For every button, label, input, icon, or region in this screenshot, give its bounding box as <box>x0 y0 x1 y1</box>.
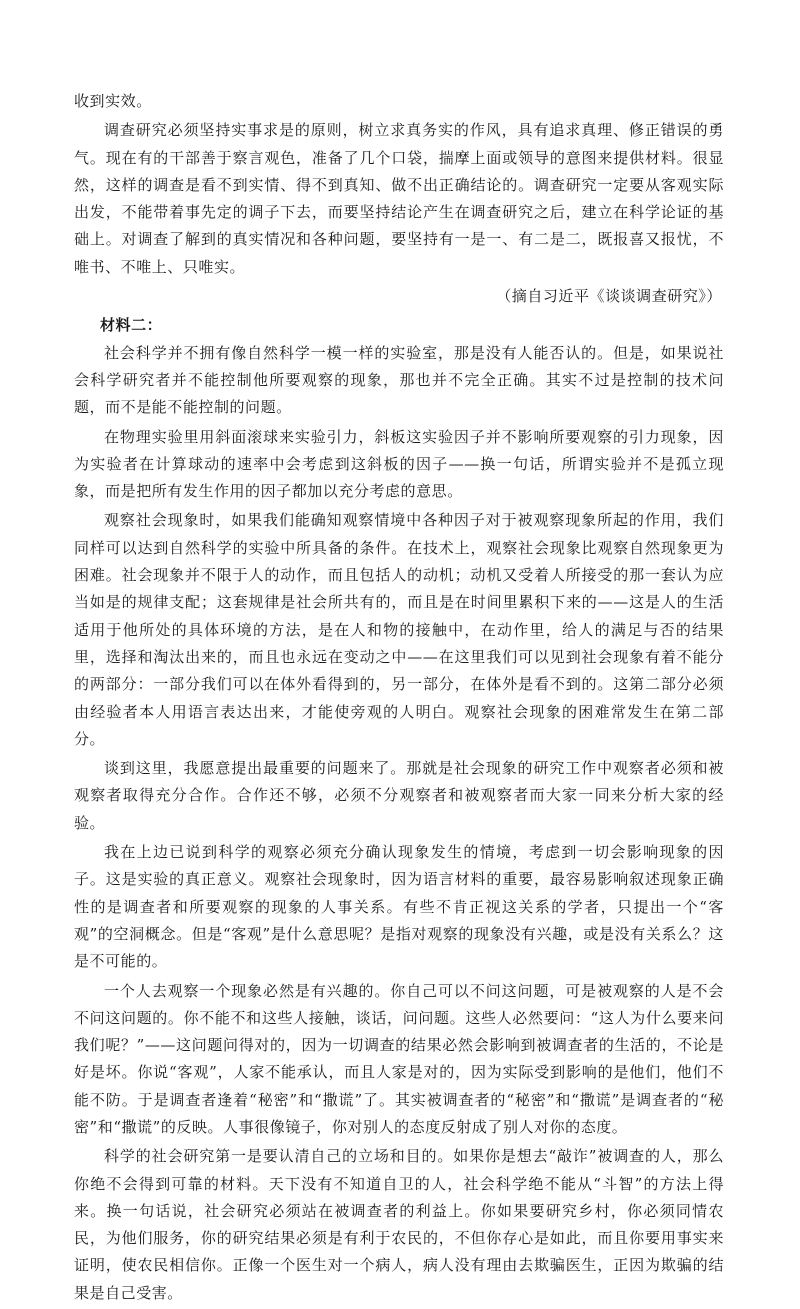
paragraph-standpoint-and-purpose: 科学的社会研究第一是要认清自己的立场和目的。如果你是想去“敲诈”被调查的人，那么你绝不会得到可靠的材料。天下没有不知道自卫的人，社会科学绝不能从“斗智”的方法上得来。换一句话说，社会研究必须站在被调查者的利益上。你如果要研究乡村，你必须同情农民，为他们服务，你的研究结果必须是有利于农民的，不但你存心是如此，而且你要用事实来证明，使农民相信你。正像一个医生对一个病人，病人没有理由去欺骗医生，正因为欺骗的结果是自己受害。 <box>74 1147 724 1302</box>
paragraph-cooperation: 谈到这里，我愿意提出最重要的问题来了。那就是社会现象的研究工作中观察者必须和被观察者取得充分合作。合作还不够，必须不分观察者和被观察者而大家一同来分析大家的经验。 <box>74 759 724 832</box>
paragraph-social-science-lab: 社会科学并不拥有像自然科学一模一样的实验室，那是没有人能否认的。但是，如果说社会科学研究者并不能控制他所要观察的现象，那也并不完全正确。其实不过是控制的技术问题，而不是能不能控制的问题。 <box>74 343 724 417</box>
section-heading-material-two: 材料二： <box>100 316 163 335</box>
paragraph-objectivity: 我在上边已说到科学的观察必须充分确认现象发生的情境，考虑到一切会影响现象的因子。这是实验的真正意义。观察社会现象时，因为语言材料的重要，最容易影响叙述现象正确性的是调查者和所要观察的现象的人事关系。有些不肯正视这关系的学者，只提出一个“客观”的空洞概念。但是“客观”是什么意思呢？是指对观察的现象没有兴趣，或是没有关系么？这是不可能的。 <box>74 843 724 971</box>
document-page <box>74 88 724 1309</box>
source-citation: （摘自习近平《谈谈调查研究》） <box>496 287 722 306</box>
paragraph-investigation-principle: 调查研究必须坚持实事求是的原则，树立求真务实的作风，具有追求真理、修正错误的勇气。现在有的干部善于察言观色，准备了几个口袋，揣摩上面或领导的意图来提供材料。很显然，这样的调查是看不到实情、得不到真知、做不出正确结论的。调查研究一定要从客观实际出发，不能带着事先定的调子下去，而要坚持结论产生在调查研究之后，建立在科学论证的基础上。对调查了解到的真实情况和各种问题，要坚持有一是一、有二是二，既报喜又报忧，不唯书、不唯上、只唯实。 <box>74 121 724 276</box>
paragraph-physics-experiment: 在物理实验里用斜面滚球来实验引力，斜板这实验因子并不影响所要观察的引力现象，因为实验者在计算球动的速率中会考虑到这斜板的因子——换一句话，所谓实验并不是孤立现象，而是把所有发生作用的因子都加以充分考虑的意思。 <box>74 427 724 501</box>
paragraph-continuation: 收到实效。 <box>74 92 152 110</box>
paragraph-interest-and-mirror: 一个人去观察一个现象必然是有兴趣的。你自己可以不问这问题，可是被观察的人是不会不问这问题的。你不能不和这些人接触，谈话，问问题。这些人必然要问：“这人为什么要来问我们呢？”——这问题问得对的，因为一切调查的结果必然会影响到被调查者的生活的，不论是好是坏。你说“客观”，人家不能承认，而且人家是对的，因为实际受到影响的是他们，他们不能不防。于是调查者逢着“秘密”和“撒谎”了。其实被调查者的“秘密”和“撒谎”是调查者的“秘密”和“撒谎”的反映。人事很像镜子，你对别人的态度反射成了别人对你的态度。 <box>74 981 724 1136</box>
paragraph-observing-social-phenomena: 观察社会现象时，如果我们能确知观察情境中各种因子对于被观察现象所起的作用，我们同样可以达到自然科学的实验中所具备的条件。在技术上，观察社会现象比观察自然现象更为困难。社会现象并不限于人的动作，而且包括人的动机；动机又受着人所接受的那一套认为应当如是的规律支配；这套规律是社会所共有的，而且是在时间里累积下来的——这是人的生活适用于他所处的具体环境的方法，是在人和物的接触中，在动作里，给人的满足与否的结果里，选择和淘汰出来的，而且也永远在变动之中——在这里我们可以见到社会现象有着不能分的两部分：一部分我们可以在体外看得到的，另一部分，在体外是看不到的。这第二部分必须由经验者本人用语言表达出来，才能使旁观的人明白。观察社会现象的困难常发生在第二部分。 <box>74 511 724 748</box>
